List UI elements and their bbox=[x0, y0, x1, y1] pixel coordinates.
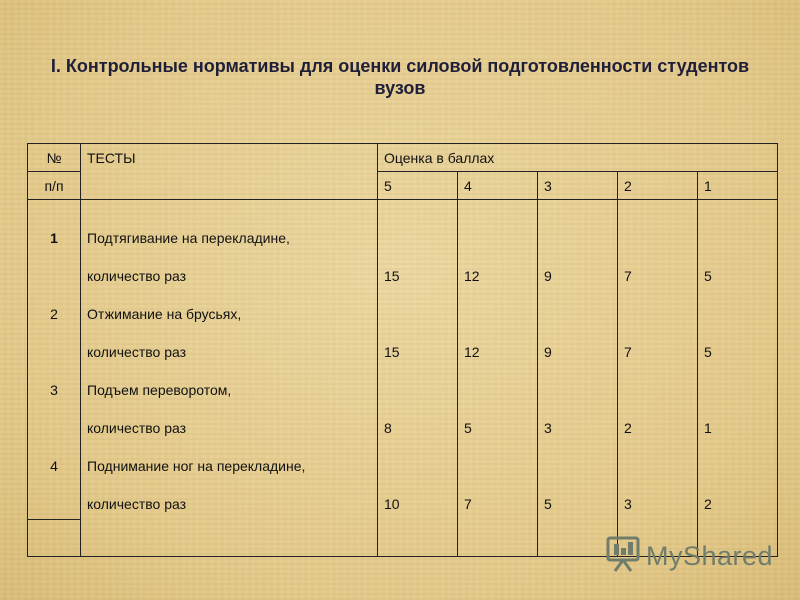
score-level: 5 bbox=[378, 172, 458, 200]
table-body-row bbox=[28, 200, 778, 520]
score-level: 1 bbox=[698, 172, 778, 200]
test-unit: количество раз bbox=[87, 344, 187, 360]
score-value: 5 bbox=[464, 420, 472, 436]
score-level: 4 bbox=[458, 172, 538, 200]
header-num-abbr: п/п bbox=[28, 172, 81, 200]
score-value: 3 bbox=[624, 496, 632, 512]
standards-table bbox=[27, 143, 778, 557]
test-name: Подтягивание на перекладине, bbox=[87, 230, 290, 246]
presentation-board-icon bbox=[606, 535, 640, 578]
score-level: 3 bbox=[538, 172, 618, 200]
test-unit: количество раз bbox=[87, 496, 187, 512]
score-column-1 bbox=[698, 200, 778, 557]
score-value: 2 bbox=[624, 420, 632, 436]
test-unit: количество раз bbox=[87, 268, 187, 284]
score-value: 5 bbox=[544, 496, 552, 512]
score-column-5 bbox=[378, 200, 458, 557]
row-num: 3 bbox=[50, 382, 58, 398]
logo-text: MyShared bbox=[646, 540, 774, 571]
score-value: 3 bbox=[544, 420, 552, 436]
header-tests: ТЕСТЫ bbox=[81, 144, 378, 200]
test-name: Поднимание ног на перекладине, bbox=[87, 458, 306, 474]
page-title: I. Контрольные нормативы для оценки силовой подготовленности студентов вузов bbox=[50, 56, 750, 98]
table-header-row bbox=[28, 144, 778, 172]
score-column-2 bbox=[618, 200, 698, 557]
row-numbers-cell bbox=[28, 200, 81, 520]
score-value: 8 bbox=[384, 420, 392, 436]
score-value: 7 bbox=[464, 496, 472, 512]
row-num: 4 bbox=[50, 458, 58, 474]
empty-num-cell bbox=[28, 520, 81, 557]
header-scores-title: Оценка в баллах bbox=[378, 144, 778, 172]
header-num-symbol: № bbox=[28, 144, 81, 172]
score-value: 7 bbox=[624, 268, 632, 284]
score-column-3 bbox=[538, 200, 618, 557]
score-value: 12 bbox=[464, 268, 480, 284]
row-num: 2 bbox=[50, 306, 58, 322]
score-value: 5 bbox=[704, 268, 712, 284]
test-name: Отжимание на брусьях, bbox=[87, 306, 242, 322]
test-unit: количество раз bbox=[87, 420, 187, 436]
score-level: 2 bbox=[618, 172, 698, 200]
score-value: 15 bbox=[384, 268, 400, 284]
score-value: 7 bbox=[624, 344, 632, 360]
score-value: 10 bbox=[384, 496, 400, 512]
test-name: Подъем переворотом, bbox=[87, 382, 232, 398]
score-value: 2 bbox=[704, 496, 712, 512]
score-value: 9 bbox=[544, 344, 552, 360]
tests-cell bbox=[81, 200, 378, 557]
score-value: 5 bbox=[704, 344, 712, 360]
score-value: 1 bbox=[704, 420, 712, 436]
myshared-logo bbox=[606, 536, 773, 576]
row-num: 1 bbox=[50, 230, 58, 246]
score-value: 15 bbox=[384, 344, 400, 360]
score-value: 12 bbox=[464, 344, 480, 360]
score-column-4 bbox=[458, 200, 538, 557]
score-value: 9 bbox=[544, 268, 552, 284]
